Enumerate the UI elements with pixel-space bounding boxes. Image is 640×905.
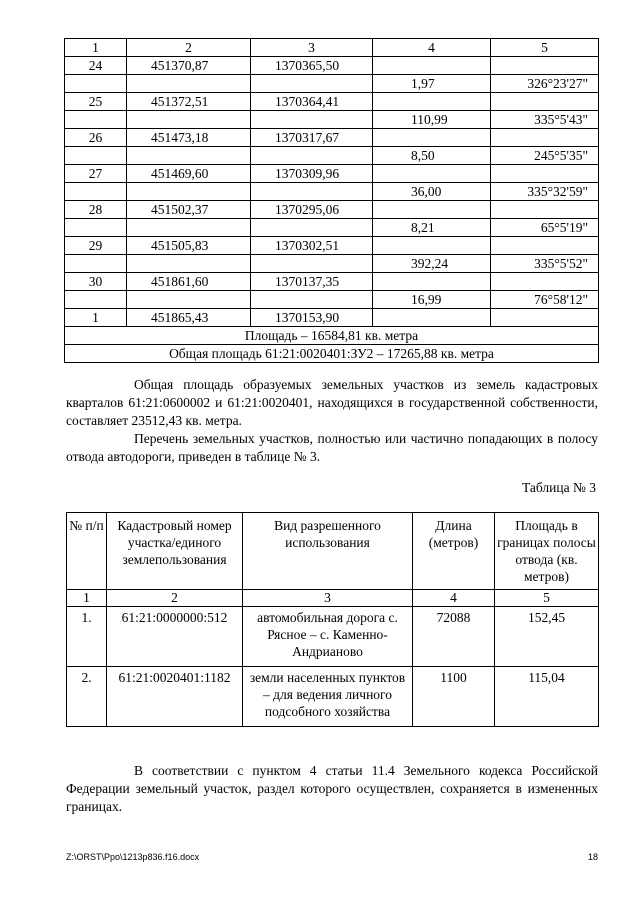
table-row xyxy=(65,75,599,93)
length-value: 1100 xyxy=(413,667,495,727)
paragraph-plot-list: Перечень земельных участков, полностью или частично попадающих в полосу отвода автодороги, приведен в таблице № 3. xyxy=(66,431,598,464)
point-number: 1 xyxy=(65,309,127,327)
point-number: 28 xyxy=(65,201,127,219)
coordinate-x: 451505,83 xyxy=(127,237,251,255)
header-cell: 1 xyxy=(65,39,127,57)
column-number: 4 xyxy=(413,590,495,607)
point-number: 30 xyxy=(65,273,127,291)
coordinates-body xyxy=(65,57,599,327)
header-length: Длина (метров) xyxy=(413,513,495,590)
direction-angle xyxy=(491,237,599,255)
table-row xyxy=(65,93,599,111)
point-number: 27 xyxy=(65,165,127,183)
point-number xyxy=(65,291,127,309)
table-row xyxy=(65,165,599,183)
segment-length xyxy=(373,201,491,219)
direction-angle xyxy=(491,129,599,147)
page-number: 18 xyxy=(587,852,598,862)
segment-length xyxy=(373,93,491,111)
coordinate-x xyxy=(127,183,251,201)
coordinate-y xyxy=(251,255,373,273)
header-area: Площадь в границах полосы отвода (кв. метров) xyxy=(495,513,599,590)
coordinate-x: 451502,37 xyxy=(127,201,251,219)
cadastral-number: 61:21:0000000:512 xyxy=(107,607,243,667)
table-row xyxy=(65,309,599,327)
segment-length: 8,50 xyxy=(373,147,491,165)
coordinate-y xyxy=(251,75,373,93)
plots-header-row xyxy=(67,513,599,590)
coordinate-y: 1370309,96 xyxy=(251,165,373,183)
table-row xyxy=(65,57,599,75)
table-row xyxy=(65,183,599,201)
coordinate-x: 451469,60 xyxy=(127,165,251,183)
total-area-row xyxy=(65,345,599,363)
coordinate-y: 1370317,67 xyxy=(251,129,373,147)
segment-length: 8,21 xyxy=(373,219,491,237)
segment-length xyxy=(373,129,491,147)
point-number xyxy=(65,111,127,129)
plots-table xyxy=(66,512,599,727)
segment-length xyxy=(373,273,491,291)
permitted-use: земли населенных пунктов – для ведения личного подсобного хозяйства xyxy=(243,667,413,727)
point-number xyxy=(65,255,127,273)
coordinate-y: 1370364,41 xyxy=(251,93,373,111)
point-number xyxy=(65,219,127,237)
column-number: 3 xyxy=(243,590,413,607)
footer-file-path: Z:\ORST\Ppo\1213p836.f16.docx xyxy=(66,852,200,862)
coordinate-y: 1370302,51 xyxy=(251,237,373,255)
coordinate-x xyxy=(127,219,251,237)
coordinate-y xyxy=(251,183,373,201)
segment-length xyxy=(373,237,491,255)
table-row xyxy=(65,129,599,147)
direction-angle: 326°23'27" xyxy=(491,75,599,93)
table-caption: Таблица № 3 xyxy=(522,480,596,495)
direction-angle xyxy=(491,309,599,327)
segment-length: 110,99 xyxy=(373,111,491,129)
point-number xyxy=(65,183,127,201)
point-number: 26 xyxy=(65,129,127,147)
segment-length: 16,99 xyxy=(373,291,491,309)
table-row xyxy=(67,607,599,667)
coordinate-y xyxy=(251,147,373,165)
cadastral-number: 61:21:0020401:1182 xyxy=(107,667,243,727)
column-number: 1 xyxy=(67,590,107,607)
direction-angle xyxy=(491,165,599,183)
direction-angle xyxy=(491,273,599,291)
segment-length: 392,24 xyxy=(373,255,491,273)
table-row xyxy=(65,219,599,237)
coordinate-x: 451861,60 xyxy=(127,273,251,291)
direction-angle xyxy=(491,201,599,219)
total-area-text: Общая площадь 61:21:0020401:ЗУ2 – 17265,88 кв. метра xyxy=(65,345,599,363)
coordinate-y xyxy=(251,111,373,129)
point-number: 24 xyxy=(65,57,127,75)
header-number: № п/п xyxy=(67,513,107,590)
coordinate-x xyxy=(127,75,251,93)
segment-length xyxy=(373,309,491,327)
row-number: 1. xyxy=(67,607,107,667)
permitted-use: автомобильная дорога с. Рясное – с. Каменно-Андрианово xyxy=(243,607,413,667)
header-cell: 4 xyxy=(373,39,491,57)
coordinate-x: 451865,43 xyxy=(127,309,251,327)
segment-length xyxy=(373,57,491,75)
coordinate-x xyxy=(127,255,251,273)
segment-length: 36,00 xyxy=(373,183,491,201)
direction-angle: 335°5'52" xyxy=(491,255,599,273)
header-cell: 3 xyxy=(251,39,373,57)
point-number: 25 xyxy=(65,93,127,111)
point-number xyxy=(65,147,127,165)
direction-angle: 245°5'35" xyxy=(491,147,599,165)
table-row xyxy=(65,273,599,291)
direction-angle: 65°5'19" xyxy=(491,219,599,237)
table-row xyxy=(65,291,599,309)
table-row xyxy=(65,201,599,219)
segment-length: 1,97 xyxy=(373,75,491,93)
coordinate-x: 451370,87 xyxy=(127,57,251,75)
direction-angle: 76°58'12" xyxy=(491,291,599,309)
table-row xyxy=(65,255,599,273)
paragraph-total-area: Общая площадь образуемых земельных участков из земель кадастровых кварталов 61:21:0600002 и 61:21:0020401, находящихся в государственной собственности, составляет 23512,43 кв. метра. xyxy=(66,377,598,428)
column-number: 5 xyxy=(495,590,599,607)
coordinate-y: 1370365,50 xyxy=(251,57,373,75)
table-row xyxy=(67,667,599,727)
coordinate-x: 451473,18 xyxy=(127,129,251,147)
coordinate-y: 1370137,35 xyxy=(251,273,373,291)
point-number xyxy=(65,75,127,93)
row-number: 2. xyxy=(67,667,107,727)
direction-angle xyxy=(491,93,599,111)
coordinate-x: 451372,51 xyxy=(127,93,251,111)
column-number: 2 xyxy=(107,590,243,607)
coordinates-header-row xyxy=(65,39,599,57)
table-row xyxy=(65,111,599,129)
coordinate-x xyxy=(127,147,251,165)
direction-angle xyxy=(491,57,599,75)
coordinate-y: 1370295,06 xyxy=(251,201,373,219)
direction-angle: 335°32'59" xyxy=(491,183,599,201)
length-value: 72088 xyxy=(413,607,495,667)
table-row xyxy=(65,147,599,165)
area-text: Площадь – 16584,81 кв. метра xyxy=(65,327,599,345)
header-permitted-use: Вид разрешенного использования xyxy=(243,513,413,590)
area-row xyxy=(65,327,599,345)
header-cell: 2 xyxy=(127,39,251,57)
point-number: 29 xyxy=(65,237,127,255)
paragraph-land-code: В соответствии с пунктом 4 статьи 11.4 Земельного кодекса Российской Федерации земельный участок, раздел которого осуществлен, сохраняется в измененных границах. xyxy=(66,763,598,814)
coordinate-x xyxy=(127,291,251,309)
segment-length xyxy=(373,165,491,183)
area-value: 152,45 xyxy=(495,607,599,667)
area-value: 115,04 xyxy=(495,667,599,727)
coordinate-y xyxy=(251,219,373,237)
column-number-row xyxy=(67,590,599,607)
coordinates-table xyxy=(64,38,599,363)
coordinate-y: 1370153,90 xyxy=(251,309,373,327)
header-cadastral-number: Кадастровый номер участка/единого землепользования xyxy=(107,513,243,590)
header-cell: 5 xyxy=(491,39,599,57)
direction-angle: 335°5'43" xyxy=(491,111,599,129)
table-row xyxy=(65,237,599,255)
coordinate-x xyxy=(127,111,251,129)
coordinate-y xyxy=(251,291,373,309)
